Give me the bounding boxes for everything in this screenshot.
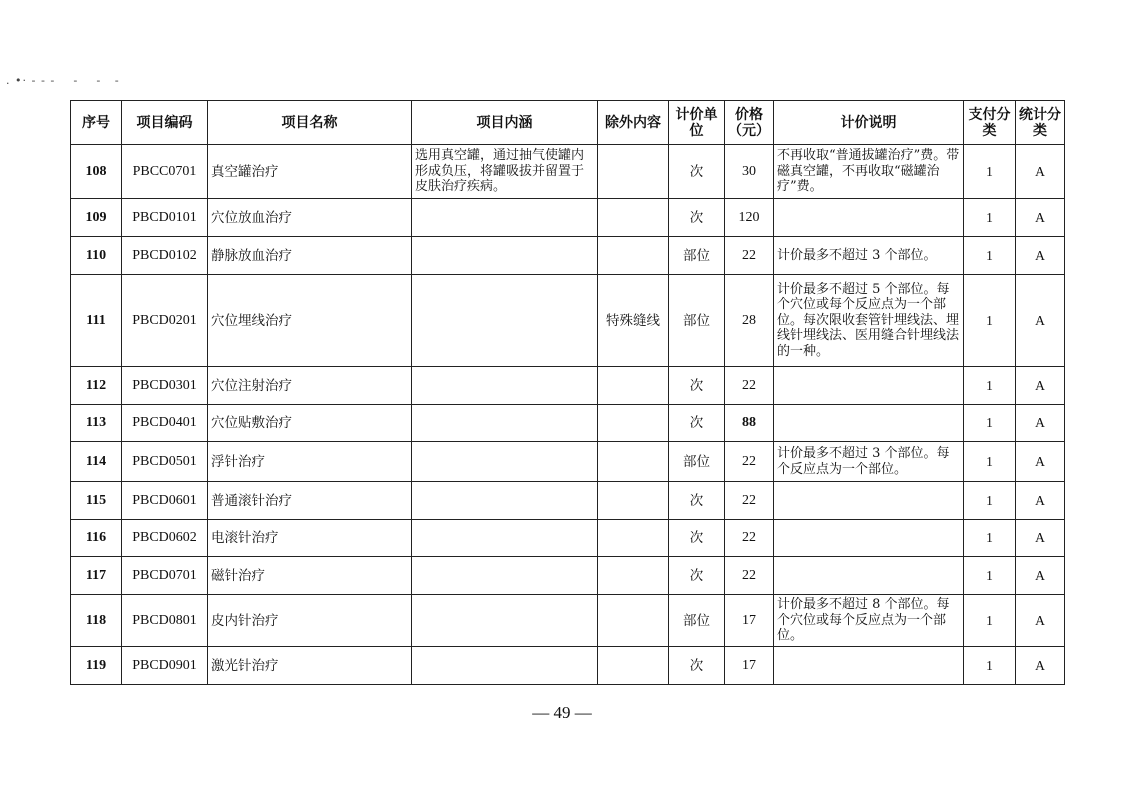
cell-code: PBCD0401 [122,405,208,442]
cell-seq: 114 [71,442,122,482]
cell-pay: 1 [964,367,1016,405]
cell-unit: 次 [669,405,725,442]
table-row [71,237,1065,275]
cell-code: PBCD0102 [122,237,208,275]
cell-content [412,520,598,557]
cell-seq: 108 [71,145,122,199]
cell-unit: 次 [669,199,725,237]
cell-seq: 111 [71,275,122,367]
cell-pay: 1 [964,520,1016,557]
table-row [71,557,1065,595]
table-row [71,275,1065,367]
cell-name: 穴位放血治疗 [208,199,412,237]
cell-unit: 部位 [669,275,725,367]
cell-stat: A [1016,199,1065,237]
cell-seq: 109 [71,199,122,237]
cell-note [774,405,964,442]
cell-exclusion [598,520,669,557]
cell-seq: 115 [71,482,122,520]
cell-name: 皮内针治疗 [208,595,412,647]
cell-stat: A [1016,405,1065,442]
header-code: 项目编码 [122,101,208,145]
cell-content [412,199,598,237]
cell-content [412,275,598,367]
cell-code: PBCC0701 [122,145,208,199]
cell-stat: A [1016,145,1065,199]
cell-exclusion [598,595,669,647]
cell-code: PBCD0601 [122,482,208,520]
cell-price: 88 [725,405,774,442]
cell-price: 22 [725,520,774,557]
cell-price: 22 [725,557,774,595]
price-table [70,100,1065,685]
cell-exclusion [598,145,669,199]
table-row [71,145,1065,199]
cell-content [412,442,598,482]
header-stat: 统计分类 [1016,101,1065,145]
cell-code: PBCD0602 [122,520,208,557]
header-pay: 支付分类 [964,101,1016,145]
cell-seq: 117 [71,557,122,595]
cell-price: 22 [725,442,774,482]
cell-exclusion: 特殊缝线 [598,275,669,367]
cell-unit: 次 [669,145,725,199]
cell-name: 穴位贴敷治疗 [208,405,412,442]
cell-content [412,367,598,405]
table-row [71,442,1065,482]
cell-price: 30 [725,145,774,199]
cell-unit: 次 [669,557,725,595]
cell-name: 电滚针治疗 [208,520,412,557]
table-row [71,520,1065,557]
cell-exclusion [598,647,669,685]
cell-stat: A [1016,557,1065,595]
table-row [71,482,1065,520]
cell-stat: A [1016,367,1065,405]
cell-unit: 次 [669,482,725,520]
cell-note: 计价最多不超过 3 个部位。每个反应点为一个部位。 [774,442,964,482]
cell-exclusion [598,442,669,482]
cell-seq: 118 [71,595,122,647]
cell-code: PBCD0901 [122,647,208,685]
cell-code: PBCD0501 [122,442,208,482]
cell-exclusion [598,199,669,237]
header-exclusion: 除外内容 [598,101,669,145]
cell-note [774,557,964,595]
cell-stat: A [1016,442,1065,482]
cell-code: PBCD0201 [122,275,208,367]
cell-stat: A [1016,595,1065,647]
cell-name: 浮针治疗 [208,442,412,482]
cell-seq: 112 [71,367,122,405]
cell-note: 计价最多不超过 5 个部位。每个穴位或每个反应点为一个部位。每次限收套管针埋线法、埋线针埋线法、医用缝合针埋线法的一种。 [774,275,964,367]
cell-stat: A [1016,237,1065,275]
cell-content [412,482,598,520]
cell-exclusion [598,367,669,405]
cell-unit: 次 [669,520,725,557]
header-price: 价格（元） [725,101,774,145]
cell-code: PBCD0101 [122,199,208,237]
cell-note [774,367,964,405]
table-row [71,405,1065,442]
cell-exclusion [598,405,669,442]
header-unit: 计价单位 [669,101,725,145]
scan-artifact: . •· - - - - - - [6,74,120,87]
cell-note: 计价最多不超过 3 个部位。 [774,237,964,275]
cell-pay: 1 [964,557,1016,595]
cell-note [774,482,964,520]
cell-price: 17 [725,647,774,685]
cell-note [774,520,964,557]
cell-content [412,237,598,275]
cell-pay: 1 [964,199,1016,237]
header-note: 计价说明 [774,101,964,145]
cell-exclusion [598,237,669,275]
cell-pay: 1 [964,237,1016,275]
cell-unit: 部位 [669,442,725,482]
cell-name: 静脉放血治疗 [208,237,412,275]
cell-name: 穴位注射治疗 [208,367,412,405]
cell-content [412,595,598,647]
cell-name: 真空罐治疗 [208,145,412,199]
cell-exclusion [598,557,669,595]
table-header-row [71,101,1065,145]
table-row [71,647,1065,685]
cell-price: 17 [725,595,774,647]
header-content: 项目内涵 [412,101,598,145]
cell-note [774,199,964,237]
cell-pay: 1 [964,145,1016,199]
cell-code: PBCD0701 [122,557,208,595]
cell-name: 磁针治疗 [208,557,412,595]
cell-note [774,647,964,685]
cell-stat: A [1016,275,1065,367]
cell-exclusion [598,482,669,520]
cell-note: 计价最多不超过 8 个部位。每个穴位或每个反应点为一个部位。 [774,595,964,647]
cell-content [412,647,598,685]
cell-name: 普通滚针治疗 [208,482,412,520]
cell-unit: 次 [669,647,725,685]
header-seq: 序号 [71,101,122,145]
cell-unit: 次 [669,367,725,405]
cell-price: 120 [725,199,774,237]
cell-code: PBCD0301 [122,367,208,405]
cell-price: 22 [725,237,774,275]
price-table-wrapper [70,100,1065,685]
cell-content: 选用真空罐，通过抽气使罐内形成负压，将罐吸拔并留置于皮肤治疗疾病。 [412,145,598,199]
table-row [71,367,1065,405]
cell-name: 穴位埋线治疗 [208,275,412,367]
cell-stat: A [1016,647,1065,685]
table-row [71,199,1065,237]
cell-content [412,405,598,442]
cell-name: 激光针治疗 [208,647,412,685]
cell-seq: 119 [71,647,122,685]
cell-price: 22 [725,367,774,405]
cell-note: 不再收取“普通拔罐治疗”费。带磁真空罐，不再收取“磁罐治疗”费。 [774,145,964,199]
page-number: — 49 — [532,703,592,722]
cell-pay: 1 [964,482,1016,520]
table-row [71,595,1065,647]
cell-pay: 1 [964,275,1016,367]
header-name: 项目名称 [208,101,412,145]
cell-stat: A [1016,482,1065,520]
cell-pay: 1 [964,595,1016,647]
cell-pay: 1 [964,442,1016,482]
cell-stat: A [1016,520,1065,557]
cell-pay: 1 [964,647,1016,685]
cell-price: 28 [725,275,774,367]
cell-price: 22 [725,482,774,520]
cell-seq: 113 [71,405,122,442]
cell-pay: 1 [964,405,1016,442]
cell-seq: 116 [71,520,122,557]
cell-code: PBCD0801 [122,595,208,647]
cell-content [412,557,598,595]
cell-unit: 部位 [669,237,725,275]
cell-seq: 110 [71,237,122,275]
cell-unit: 部位 [669,595,725,647]
